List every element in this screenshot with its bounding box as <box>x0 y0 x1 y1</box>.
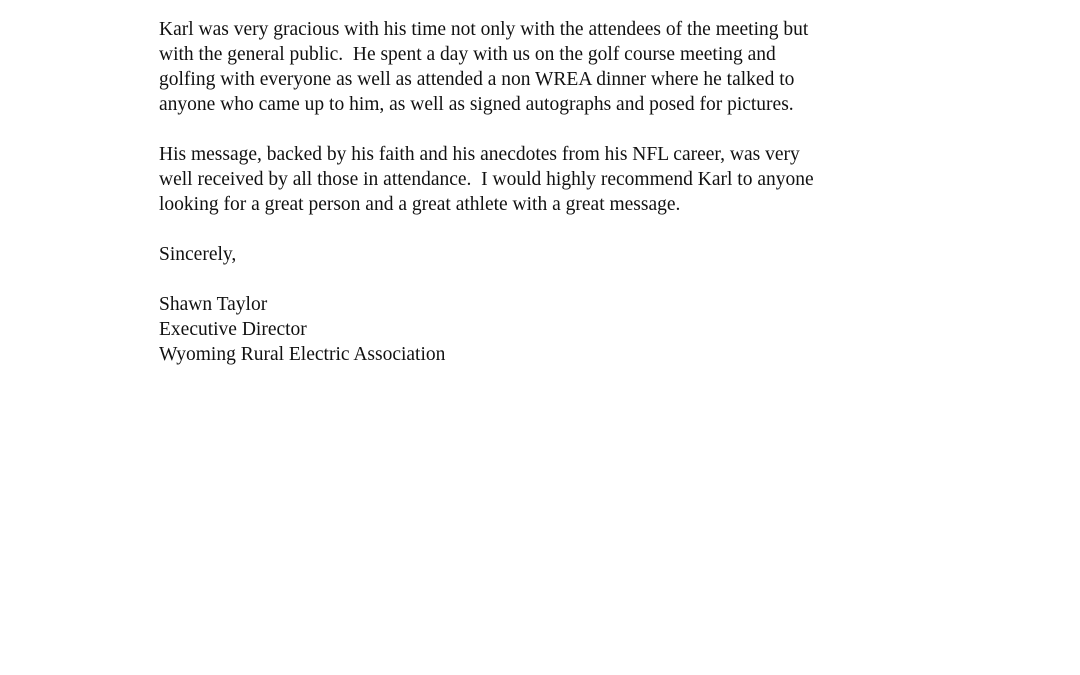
paragraph-line: His message, backed by his faith and his anecdotes from his NFL career, was very <box>159 144 800 165</box>
signer-organization: Wyoming Rural Electric Association <box>159 344 446 365</box>
paragraph-2 <box>159 142 939 217</box>
signer-title: Executive Director <box>159 319 307 340</box>
signature-block <box>159 292 939 367</box>
paragraph-line: with the general public. He spent a day with us on the golf course meeting and <box>159 44 776 65</box>
paragraph-spacer <box>159 117 939 142</box>
paragraph-line: golfing with everyone as well as attended a non WREA dinner where he talked to <box>159 69 795 90</box>
paragraph-line: anyone who came up to him, as well as signed autographs and posed for pictures. <box>159 94 794 115</box>
paragraph-spacer <box>159 267 939 292</box>
paragraph-1 <box>159 17 939 117</box>
paragraph-line: looking for a great person and a great athlete with a great message. <box>159 194 681 215</box>
letter-body <box>159 17 939 367</box>
signer-name: Shawn Taylor <box>159 294 268 315</box>
paragraph-line: Karl was very gracious with his time not only with the attendees of the meeting but <box>159 19 809 40</box>
paragraph-spacer <box>159 217 939 242</box>
paragraph-line: well received by all those in attendance. I would highly recommend Karl to anyone <box>159 169 814 190</box>
closing: Sincerely, <box>159 244 237 265</box>
